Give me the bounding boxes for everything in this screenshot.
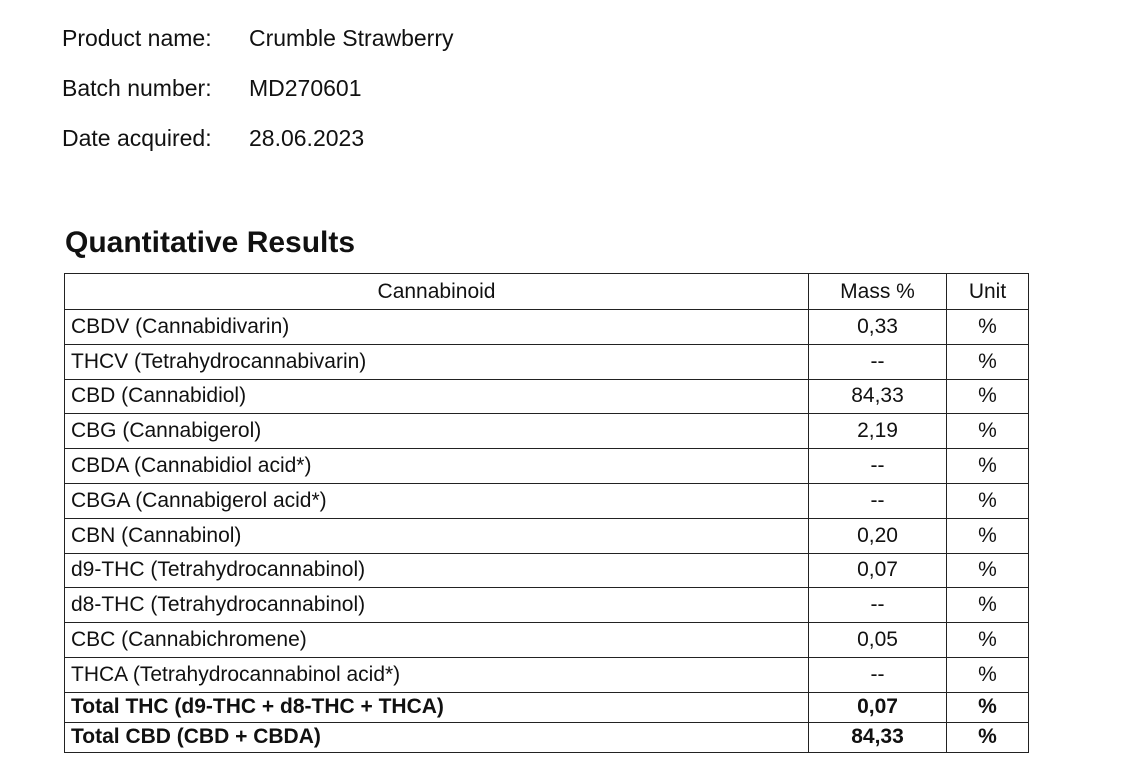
mass-value: --: [809, 657, 947, 692]
cannabinoid-name: THCV (Tetrahydrocannabivarin): [65, 344, 809, 379]
results-table: [64, 273, 1029, 753]
unit-value: %: [947, 588, 1029, 623]
table-row: [65, 379, 1029, 414]
unit-value: %: [947, 518, 1029, 553]
unit-value: %: [947, 553, 1029, 588]
date-acquired-value: 28.06.2023: [249, 125, 365, 151]
mass-value: --: [809, 344, 947, 379]
product-name-row: [62, 24, 454, 52]
mass-value: --: [809, 449, 947, 484]
cannabinoid-name: CBGA (Cannabigerol acid*): [65, 483, 809, 518]
table-row: [65, 414, 1029, 449]
unit-value: %: [947, 414, 1029, 449]
total-thc-unit: %: [947, 692, 1029, 722]
table-row: [65, 588, 1029, 623]
mass-value: 84,33: [809, 379, 947, 414]
total-thc-mass: 0,07: [809, 692, 947, 722]
cannabinoid-name: CBDA (Cannabidiol acid*): [65, 449, 809, 484]
mass-value: 0,05: [809, 623, 947, 658]
total-cbd-mass: 84,33: [809, 722, 947, 752]
batch-number-row: [62, 74, 362, 102]
table-row: [65, 449, 1029, 484]
unit-value: %: [947, 449, 1029, 484]
unit-value: %: [947, 657, 1029, 692]
total-thc-row: [65, 692, 1029, 722]
unit-value: %: [947, 623, 1029, 658]
date-acquired-label: Date acquired:: [62, 125, 212, 151]
results-title: Quantitative Results: [65, 226, 356, 259]
table-row: [65, 553, 1029, 588]
table-row: [65, 310, 1029, 345]
total-cbd-unit: %: [947, 722, 1029, 752]
batch-number-value: MD270601: [249, 75, 362, 101]
batch-number-label: Batch number:: [62, 75, 212, 101]
total-thc-name: Total THC (d9-THC + d8-THC + THCA): [65, 692, 809, 722]
mass-value: --: [809, 483, 947, 518]
header-cannabinoid: Cannabinoid: [65, 274, 809, 310]
mass-value: 0,33: [809, 310, 947, 345]
mass-value: --: [809, 588, 947, 623]
cannabinoid-name: d8-THC (Tetrahydrocannabinol): [65, 588, 809, 623]
mass-value: 2,19: [809, 414, 947, 449]
date-acquired-row: [62, 124, 364, 152]
cannabinoid-name: CBG (Cannabigerol): [65, 414, 809, 449]
cannabinoid-name: THCA (Tetrahydrocannabinol acid*): [65, 657, 809, 692]
mass-value: 0,20: [809, 518, 947, 553]
product-name-value: Crumble Strawberry: [249, 25, 454, 51]
unit-value: %: [947, 310, 1029, 345]
table-row: [65, 483, 1029, 518]
header-unit: Unit: [947, 274, 1029, 310]
unit-value: %: [947, 483, 1029, 518]
cannabinoid-name: CBDV (Cannabidivarin): [65, 310, 809, 345]
total-cbd-name: Total CBD (CBD + CBDA): [65, 722, 809, 752]
table-row: [65, 657, 1029, 692]
cannabinoid-name: d9-THC (Tetrahydrocannabinol): [65, 553, 809, 588]
table-row: [65, 623, 1029, 658]
cannabinoid-name: CBC (Cannabichromene): [65, 623, 809, 658]
table-row: [65, 518, 1029, 553]
unit-value: %: [947, 344, 1029, 379]
total-cbd-row: [65, 722, 1029, 752]
table-header-row: [65, 274, 1029, 310]
unit-value: %: [947, 379, 1029, 414]
table-row: [65, 344, 1029, 379]
header-mass: Mass %: [809, 274, 947, 310]
mass-value: 0,07: [809, 553, 947, 588]
cannabinoid-name: CBN (Cannabinol): [65, 518, 809, 553]
cannabinoid-name: CBD (Cannabidiol): [65, 379, 809, 414]
product-name-label: Product name:: [62, 25, 212, 51]
